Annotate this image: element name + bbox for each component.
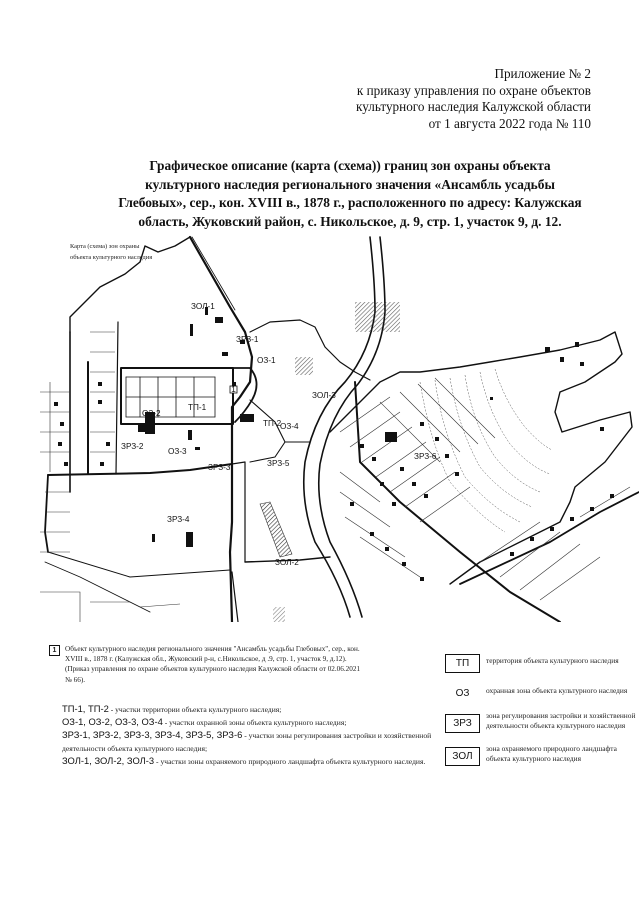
explanation-codes: ЗРЗ-1, ЗРЗ-2, ЗРЗ-3, ЗРЗ-4, ЗРЗ-5, ЗРЗ-6 — [62, 729, 243, 741]
zone-label-zrz2: ЗРЗ-2 — [121, 442, 144, 451]
legend-text: охранная зона объекта культурного наследия — [486, 686, 628, 695]
explanation-text: - участки охранной зоны объекта культурного наследия; — [162, 718, 347, 728]
title-line: культурного наследия регионального значения «Ансамбль усадьбы — [145, 176, 555, 192]
zone-label-tp1: ТП-1 — [188, 403, 207, 412]
zone-label-oz1: ОЗ-1 — [257, 356, 276, 365]
zone-label-zrz3: ЗРЗ-3 — [208, 463, 231, 472]
legend-text: территория объекта культурного наследия — [486, 656, 619, 665]
object-marker: 1 — [231, 385, 236, 394]
zone-label-zrz4: ЗРЗ-4 — [167, 515, 190, 524]
explanation-text: - участки зоны регулирования застройки и хозяйственной деятельности объекта культурного наследия; — [62, 731, 432, 753]
zone-label-zrz5: ЗРЗ-5 — [267, 459, 290, 468]
explanation-codes: ОЗ-1, ОЗ-2, ОЗ-3, ОЗ-4 — [62, 716, 163, 728]
zone-label-zol2: ЗОЛ-2 — [275, 558, 299, 567]
appendix-line: к приказу управления по охране объектов — [356, 82, 591, 98]
zone-label-oz2: ОЗ-2 — [142, 409, 161, 418]
map-caption-line: Карта (схема) зон охраны — [70, 243, 140, 250]
legend-text: зона регулирования застройки и хозяйственной деятельности объекта культурного наследия — [486, 711, 636, 730]
explanation-item — [62, 729, 462, 754]
legend-code-box: ТП — [445, 654, 480, 673]
object-number-badge: 1 — [49, 645, 60, 656]
zone-label-oz3: ОЗ-3 — [168, 447, 187, 456]
title-line: Глебовых», сер., кон. XVIII в., 1878 г., расположенного по адресу: Калужская — [118, 195, 582, 210]
zone-label-zrz1: ЗРЗ-1 — [236, 335, 259, 344]
explanation-text: - участки территории объекта культурного наследия; — [108, 705, 282, 714]
explanation-item — [62, 755, 462, 768]
appendix-header — [356, 66, 591, 132]
explanation-codes: ЗОЛ-1, ЗОЛ-2, ЗОЛ-3 — [62, 754, 155, 766]
document-title — [100, 157, 600, 231]
zone-label-zrz6: ЗРЗ-6 — [414, 452, 437, 461]
zone-label-tp2: ТП-2 — [263, 419, 282, 428]
explanation-item — [62, 703, 462, 716]
map-caption-line: объекта культурного наследия — [70, 254, 153, 261]
zone-label-zol3: ЗОЛ-3 — [312, 391, 336, 400]
explanation-item — [62, 716, 462, 729]
legend-code-box: ЗОЛ — [445, 747, 480, 766]
zone-map — [40, 232, 639, 622]
zone-label-zol1: ЗОЛ-1 — [191, 302, 215, 311]
map-drawing — [40, 232, 639, 622]
explanation-text: - участки зоны охраняемого природного ландшафта объекта культурного наследия. — [154, 756, 426, 766]
appendix-line: культурного наследия Калужской области — [356, 99, 591, 114]
map-caption — [70, 241, 152, 263]
appendix-line: Приложение № 2 — [494, 66, 591, 81]
object-note — [49, 644, 365, 685]
appendix-line: от 1 августа 2022 года № 110 — [428, 115, 591, 131]
legend-code: ОЗ — [455, 688, 470, 699]
legend-text: зона охраняемого природного ландшафта объекта культурного наследия — [486, 744, 617, 763]
object-note-text: Объект культурного наследия регионального значения "Ансамбль усадьбы Глебовых", сер., кон. XVIII в., 1878 г. (Калужская обл., Жуковский р-н, с.Никольское, д .9, стр. 1, участок 9, д.12). (Приказ управления по охране объектов культурного наследия Калужской области от 02.06.2021 № 66). — [65, 645, 361, 684]
zone-label-oz4: ОЗ-4 — [280, 422, 299, 431]
legend-code-box: ЗРЗ — [445, 714, 480, 733]
title-line: Графическое описание (карта (схема)) границ зон охраны объекта — [149, 158, 551, 173]
title-line: область, Жуковский район, с. Никольское, д. 9, стр. 1, участок 9, д. 12. — [138, 213, 562, 229]
explanation-codes: ТП-1, ТП-2 — [62, 703, 109, 714]
zone-explanations — [62, 703, 462, 768]
